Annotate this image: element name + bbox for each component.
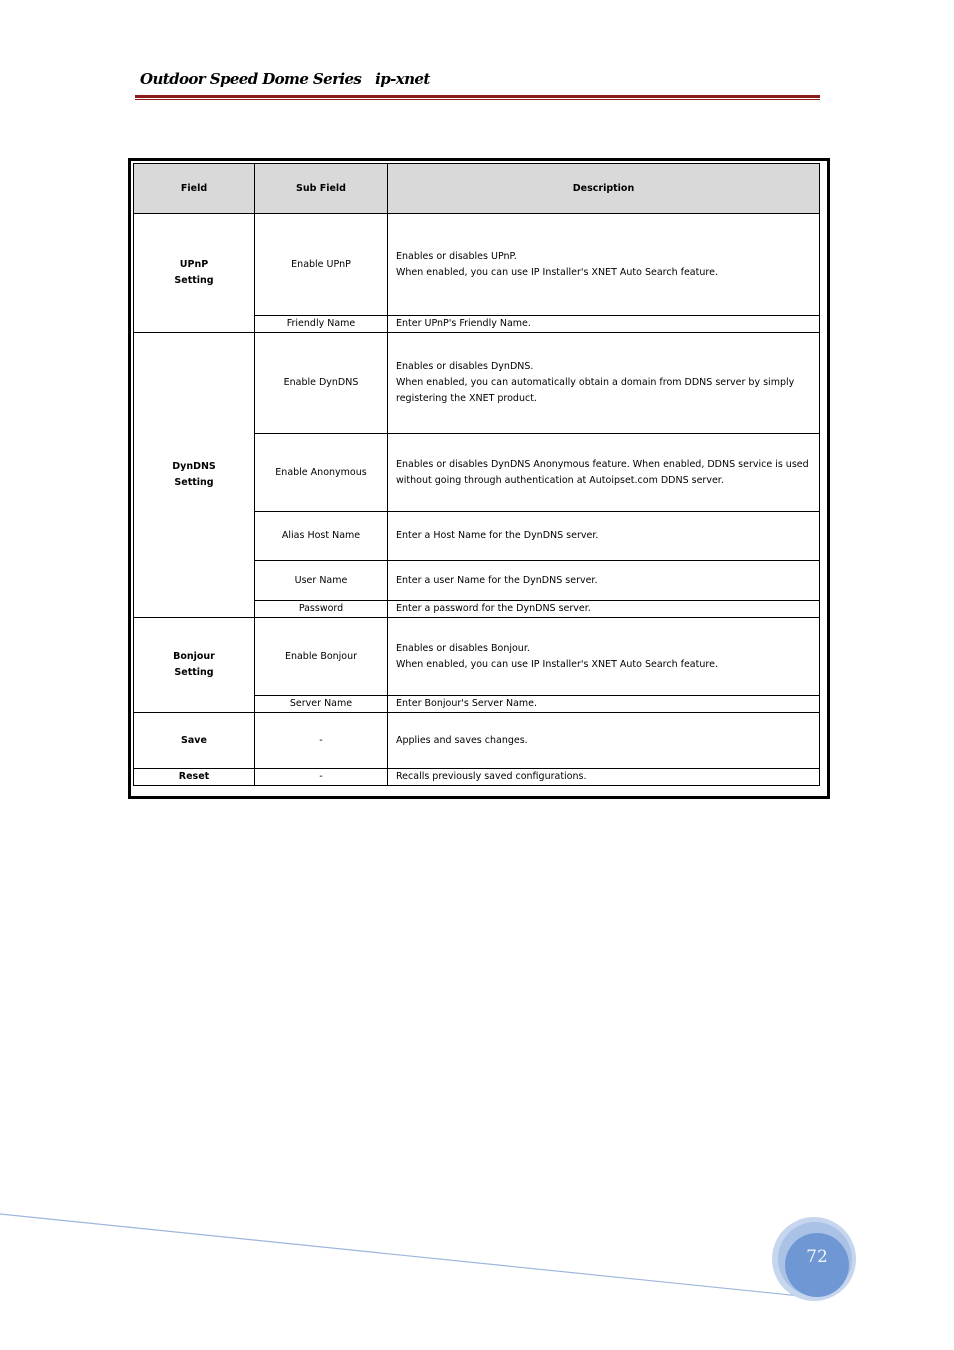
- field-label: Setting: [174, 667, 214, 678]
- field-label: Setting: [174, 275, 214, 286]
- subfield-cell: Enable Bonjour: [255, 618, 388, 696]
- table-header-row: [134, 164, 820, 214]
- field-label: Bonjour: [173, 651, 215, 662]
- field-label: DynDNS: [172, 461, 216, 472]
- description-cell: Enter a user Name for the DynDNS server.: [388, 561, 820, 601]
- column-header-subfield: Sub Field: [255, 164, 388, 214]
- description-line: Enables or disables Bonjour.: [396, 642, 530, 654]
- table-row: [134, 769, 820, 786]
- field-cell-upnp: [134, 214, 255, 333]
- table-row: [134, 618, 820, 696]
- header-rule-thin: [135, 99, 820, 100]
- document-header-title: Outdoor Speed Dome Series ip-xnet: [140, 70, 430, 88]
- description-cell: [388, 618, 820, 696]
- subfield-cell: Server Name: [255, 696, 388, 713]
- subfield-cell: Friendly Name: [255, 316, 388, 333]
- description-line: Enables or disables DynDNS.: [396, 361, 534, 372]
- field-cell-bonjour: [134, 618, 255, 713]
- spec-table-frame: [128, 158, 830, 799]
- subfield-cell: -: [255, 769, 388, 786]
- description-line: When enabled, you can automatically obtain a domain from DDNS server by simply: [396, 377, 795, 388]
- subfield-cell: Enable UPnP: [255, 214, 388, 316]
- field-cell-save: Save: [134, 713, 255, 769]
- subfield-cell: User Name: [255, 561, 388, 601]
- page-number: 72: [806, 1247, 828, 1267]
- description-line: When enabled, you can use IP Installer's XNET Auto Search feature.: [396, 658, 718, 670]
- description-cell: Enter Bonjour's Server Name.: [388, 696, 820, 713]
- field-cell-dyndns: [134, 333, 255, 618]
- table-row: [134, 713, 820, 769]
- description-line: Enables or disables UPnP.: [396, 250, 517, 262]
- field-label: Setting: [174, 477, 214, 488]
- subfield-cell: -: [255, 713, 388, 769]
- table-row: [134, 214, 820, 316]
- column-header-field: Field: [134, 164, 255, 214]
- subfield-cell: Password: [255, 601, 388, 618]
- description-cell: [388, 434, 820, 512]
- description-cell: Enter UPnP's Friendly Name.: [388, 316, 820, 333]
- column-header-description: Description: [388, 164, 820, 214]
- description-line: Enables or disables DynDNS Anonymous feature. When enabled, DDNS service is used: [396, 458, 809, 470]
- description-cell: [388, 333, 820, 434]
- subfield-cell: Enable Anonymous: [255, 434, 388, 512]
- field-label: UPnP: [179, 259, 209, 270]
- spec-table: [133, 163, 820, 786]
- description-cell: Enter a password for the DynDNS server.: [388, 601, 820, 618]
- description-cell: [388, 214, 820, 316]
- description-line: registering the XNET product.: [396, 393, 537, 404]
- description-cell: Recalls previously saved configurations.: [388, 769, 820, 786]
- description-cell: Applies and saves changes.: [388, 713, 820, 769]
- subfield-cell: Enable DynDNS: [255, 333, 388, 434]
- table-row: [134, 333, 820, 434]
- field-cell-reset: Reset: [134, 769, 255, 786]
- description-cell: Enter a Host Name for the DynDNS server.: [388, 512, 820, 561]
- description-line: When enabled, you can use IP Installer's XNET Auto Search feature.: [396, 266, 718, 278]
- header-rule: [135, 95, 820, 98]
- subfield-cell: Alias Host Name: [255, 512, 388, 561]
- description-line: without going through authentication at Autoipset.com DDNS server.: [396, 474, 724, 486]
